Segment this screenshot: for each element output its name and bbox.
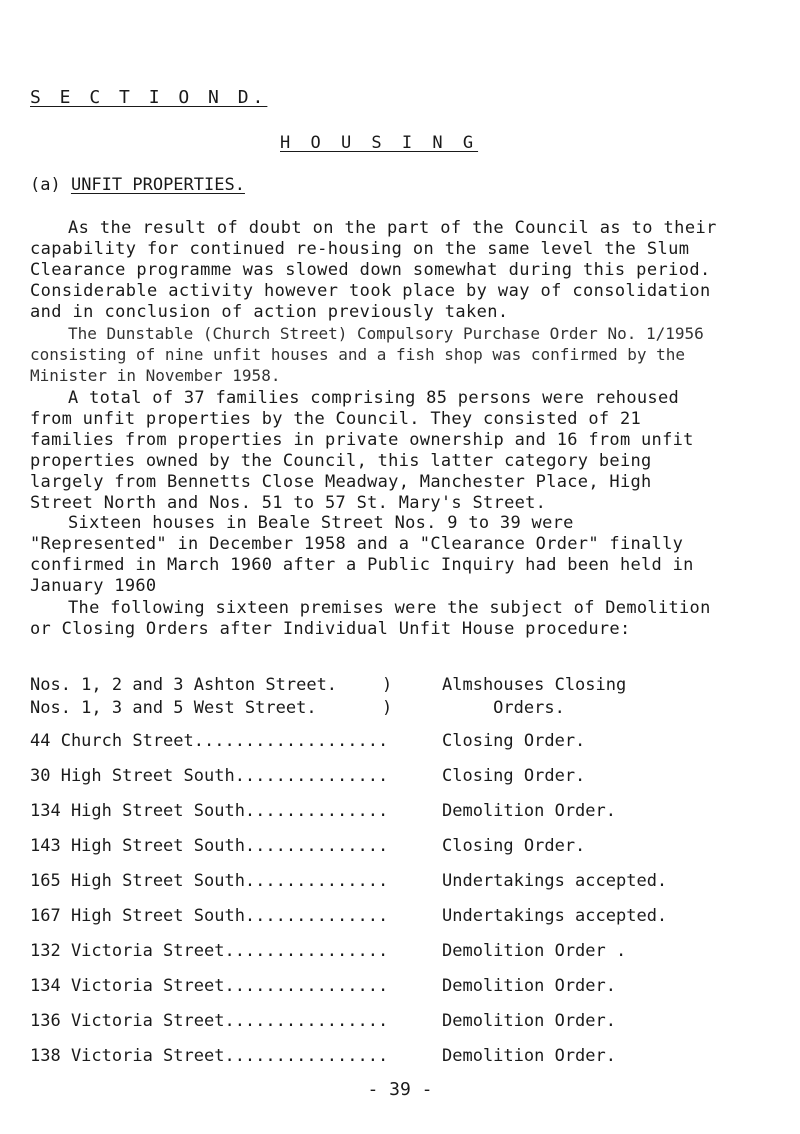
premises-address: 167 High Street South..............: [30, 906, 389, 926]
premises-order-result: Closing Order.: [442, 766, 586, 786]
premises-address: 44 Church Street...................: [30, 731, 389, 751]
subsection-heading: [30, 175, 245, 196]
premises-order-result: Demolition Order.: [442, 801, 616, 821]
premises-row: [30, 766, 770, 788]
premises-order-result: Demolition Order .: [442, 941, 627, 961]
premises-order-result: Closing Order.: [442, 836, 586, 856]
premises-address: 30 High Street South...............: [30, 766, 389, 786]
paragraph-rehoused-families: A total of 37 families comprising 85 persons were rehoused from unfit properties by the Council. They consisted of 21 families from properties in private ownership and 16 from unfit properties owned by the Council, this latter category being largely from Bennetts Close Meadway, Manchester Place, High Street North and Nos. 51 to 57 St. Mary's Street.: [30, 388, 694, 513]
premises-address: 143 High Street South..............: [30, 836, 389, 856]
premises-row: [30, 1011, 770, 1033]
premises-row: [30, 836, 770, 858]
premises-address: 138 Victoria Street................: [30, 1046, 389, 1066]
premises-order-result: Orders.: [442, 698, 565, 718]
paragraph-slum-clearance: As the result of doubt on the part of the Council as to their capability for continued re-housing on the same level the Slum Clearance programme was slowed down somewhat during this period. Considerable activity however took place by way of consolidation and in conclusion of action previously taken.: [30, 218, 717, 322]
premises-order-result: Demolition Order.: [442, 976, 616, 996]
premises-address: 132 Victoria Street................: [30, 941, 389, 961]
premises-order-result: Closing Order.: [442, 731, 586, 751]
premises-address: 134 High Street South..............: [30, 801, 389, 821]
premises-address: 136 Victoria Street................: [30, 1011, 389, 1031]
page-number: - 39 -: [367, 1079, 433, 1100]
paragraph-premises-intro: The following sixteen premises were the subject of Demolition or Closing Orders after Individual Unfit House procedure:: [30, 598, 711, 639]
premises-row: [30, 941, 770, 963]
premises-order-result: Demolition Order.: [442, 1046, 616, 1066]
premises-order-result: Undertakings accepted.: [442, 906, 668, 926]
subsection-title: UNFIT PROPERTIES.: [70, 175, 245, 195]
premises-row: [30, 906, 770, 928]
premises-address: 134 Victoria Street................: [30, 976, 389, 996]
subsection-marker: (a): [30, 175, 71, 195]
premises-bracket: ): [382, 698, 393, 718]
premises-row: [30, 976, 770, 998]
premises-row: [30, 731, 770, 753]
premises-row: [30, 698, 770, 720]
page-title: H O U S I N G: [280, 133, 479, 153]
premises-address: Nos. 1, 2 and 3 Ashton Street.: [30, 675, 338, 695]
premises-row: [30, 801, 770, 823]
premises-row: [30, 871, 770, 893]
premises-address: 165 High Street South..............: [30, 871, 389, 891]
premises-address: Nos. 1, 3 and 5 West Street.: [30, 698, 317, 718]
premises-bracket: ): [382, 675, 393, 695]
premises-row: [30, 675, 770, 697]
premises-order-result: Undertakings accepted.: [442, 871, 668, 891]
premises-row: [30, 1046, 770, 1068]
premises-order-result: Demolition Order.: [442, 1011, 616, 1031]
premises-order-result: Almshouses Closing: [442, 675, 627, 695]
paragraph-purchase-order: The Dunstable (Church Street) Compulsory Purchase Order No. 1/1956 consisting of nine unfit houses and a fish shop was confirmed by the Minister in November 1958.: [30, 324, 704, 385]
section-heading: S E C T I O N D.: [30, 87, 268, 108]
paragraph-beale-street: Sixteen houses in Beale Street Nos. 9 to 39 were "Represented" in December 1958 and a "Clearance Order" finally confirmed in March 1960 after a Public Inquiry had been held in January 1960: [30, 513, 694, 596]
